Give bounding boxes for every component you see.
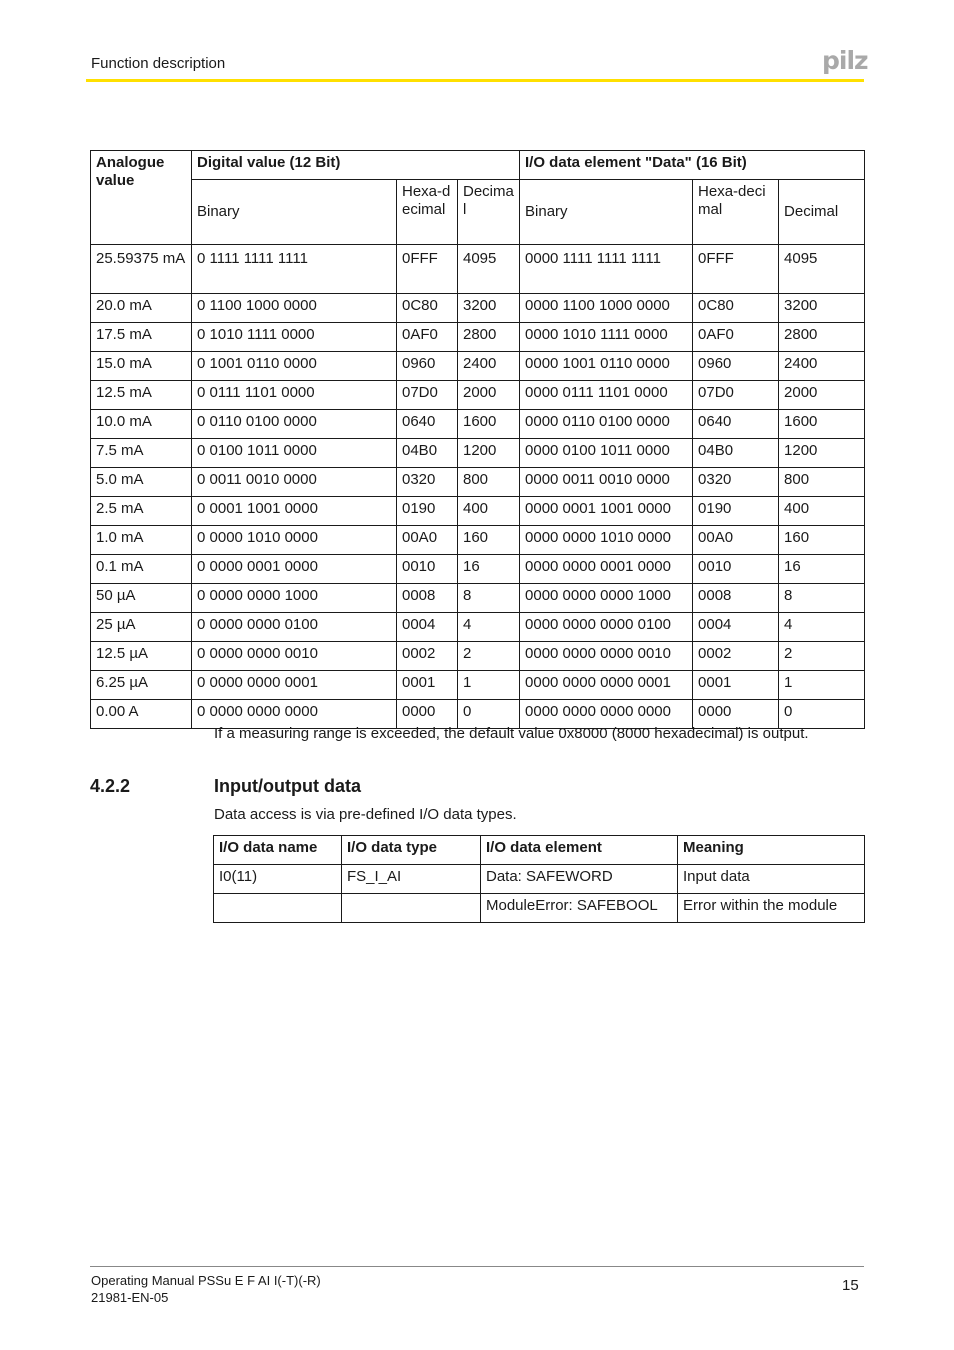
header-io-data-element: I/O data element: [481, 836, 678, 865]
table-cell: 1200: [458, 439, 520, 468]
header-analogue-value: Analogue value: [91, 151, 192, 245]
table-cell: 0 0000 0001 0000: [192, 555, 397, 584]
table-cell: 3200: [779, 294, 865, 323]
table-cell: 25.59375 mA: [91, 245, 192, 294]
analogue-table-body: [91, 245, 865, 729]
table-row: [91, 381, 865, 410]
table-cell: 800: [779, 468, 865, 497]
table-cell: 0000 0111 1101 0000: [520, 381, 693, 410]
table-row: [91, 245, 865, 294]
table-row: [91, 584, 865, 613]
analogue-value-table: [90, 150, 865, 729]
table-cell: 8: [779, 584, 865, 613]
table-cell: 0AF0: [693, 323, 779, 352]
table-cell: 0000: [397, 700, 458, 729]
table-cell: 0004: [397, 613, 458, 642]
table-cell: 1600: [458, 410, 520, 439]
table-cell: 0001: [693, 671, 779, 700]
table-cell: 0000 1100 1000 0000: [520, 294, 693, 323]
table-row: [91, 410, 865, 439]
table-cell: 0000 1111 1111 1111: [520, 245, 693, 294]
table-cell: 0C80: [397, 294, 458, 323]
table-cell: 12.5 µA: [91, 642, 192, 671]
table-cell: 00A0: [693, 526, 779, 555]
table-row: [214, 894, 865, 923]
table-cell: 0000 1010 1111 0000: [520, 323, 693, 352]
table-row: [91, 439, 865, 468]
table-cell: 400: [458, 497, 520, 526]
table-cell: 0: [458, 700, 520, 729]
table-cell: 160: [779, 526, 865, 555]
table-cell: 0 0000 0000 0000: [192, 700, 397, 729]
table-cell: I0(11): [214, 865, 342, 894]
header-io-data-type: I/O data type: [342, 836, 481, 865]
table-cell: 50 µA: [91, 584, 192, 613]
table-row: [214, 865, 865, 894]
table-cell: 1.0 mA: [91, 526, 192, 555]
table-row: [91, 613, 865, 642]
table-cell: 0 0000 1010 0000: [192, 526, 397, 555]
table-cell: 0000 0000 0000 1000: [520, 584, 693, 613]
table-row: [91, 526, 865, 555]
subheader-decimal-16: Decimal: [779, 180, 865, 245]
table-cell: 2800: [779, 323, 865, 352]
table-cell: 0001: [397, 671, 458, 700]
table-cell: 1: [458, 671, 520, 700]
table-cell: 0000 0000 0000 0000: [520, 700, 693, 729]
table-cell: 8: [458, 584, 520, 613]
table-cell: Error within the module: [678, 894, 865, 923]
table-cell: 0004: [693, 613, 779, 642]
footer-doc-number: 21981-EN-05: [91, 1290, 169, 1305]
table-cell: 6.25 µA: [91, 671, 192, 700]
table-cell: 0: [779, 700, 865, 729]
table-cell: 400: [779, 497, 865, 526]
table-row: [91, 468, 865, 497]
table-cell: 04B0: [397, 439, 458, 468]
page-number: 15: [842, 1277, 859, 1294]
table-cell: Data: SAFEWORD: [481, 865, 678, 894]
table-cell: 00A0: [397, 526, 458, 555]
table-cell: 0 0000 0000 0010: [192, 642, 397, 671]
table-cell: 0640: [693, 410, 779, 439]
table-row: [91, 555, 865, 584]
table-cell: 2: [458, 642, 520, 671]
table-row: [91, 497, 865, 526]
section-intro: Data access is via pre-defined I/O data types.: [214, 806, 517, 823]
table-cell: 7.5 mA: [91, 439, 192, 468]
table-cell: 0 0011 0010 0000: [192, 468, 397, 497]
table-cell: 0000 0000 0000 0010: [520, 642, 693, 671]
table-cell: 0.00 A: [91, 700, 192, 729]
table-cell: 07D0: [397, 381, 458, 410]
table-cell: 15.0 mA: [91, 352, 192, 381]
table-cell: 4095: [779, 245, 865, 294]
table-cell: 2000: [458, 381, 520, 410]
table-cell: 4: [458, 613, 520, 642]
table-cell: 0 1010 1111 0000: [192, 323, 397, 352]
table-cell: 12.5 mA: [91, 381, 192, 410]
table-cell: 0FFF: [693, 245, 779, 294]
table-cell: 0000 0000 0000 0001: [520, 671, 693, 700]
page-header-title: Function description: [91, 55, 226, 72]
table-cell: 1600: [779, 410, 865, 439]
section-title: Input/output data: [214, 776, 361, 796]
table-cell: Input data: [678, 865, 865, 894]
table-cell: 4095: [458, 245, 520, 294]
table-cell: 0 0001 1001 0000: [192, 497, 397, 526]
table-cell: 07D0: [693, 381, 779, 410]
table-cell: 0000 0001 1001 0000: [520, 497, 693, 526]
header-rule: [86, 79, 864, 82]
table-cell: 10.0 mA: [91, 410, 192, 439]
table-cell: 16: [458, 555, 520, 584]
table-cell: 0190: [397, 497, 458, 526]
table-cell: 0008: [397, 584, 458, 613]
table-cell: 0000 0000 1010 0000: [520, 526, 693, 555]
table-row: [91, 323, 865, 352]
range-exceeded-note: If a measuring range is exceeded, the default value 0x8000 (8000 hexadecimal) is output.: [214, 725, 809, 742]
header-meaning: Meaning: [678, 836, 865, 865]
table-cell: 0002: [693, 642, 779, 671]
header-io-data-name: I/O data name: [214, 836, 342, 865]
table-cell: 3200: [458, 294, 520, 323]
table-cell: 0000: [693, 700, 779, 729]
table-cell: 4: [779, 613, 865, 642]
table-cell: 0000 0011 0010 0000: [520, 468, 693, 497]
section-number: 4.2.2: [90, 776, 131, 796]
table-row: [91, 352, 865, 381]
table-cell: 1200: [779, 439, 865, 468]
table-cell: 2: [779, 642, 865, 671]
header-io-data-element: I/O data element "Data" (16 Bit): [520, 151, 865, 180]
pilz-logo: pilz: [822, 46, 868, 75]
footer-manual-title: Operating Manual PSSu E F AI I(-T)(-R): [91, 1273, 321, 1288]
table-cell: 0960: [397, 352, 458, 381]
table-cell: 0640: [397, 410, 458, 439]
table-cell: 2400: [458, 352, 520, 381]
table-cell: 0 0111 1101 0000: [192, 381, 397, 410]
subheader-hexadecimal-16: Hexa-decimal: [693, 180, 779, 245]
table-cell: 0960: [693, 352, 779, 381]
table-cell: 0 0000 0000 0100: [192, 613, 397, 642]
io-data-table: [213, 835, 865, 923]
table-cell: 160: [458, 526, 520, 555]
table-cell: 0000 0100 1011 0000: [520, 439, 693, 468]
table-cell: 2.5 mA: [91, 497, 192, 526]
table-cell: 0000 0000 0000 0100: [520, 613, 693, 642]
table-cell: 0008: [693, 584, 779, 613]
subheader-binary: Binary: [192, 180, 397, 245]
table-cell: 04B0: [693, 439, 779, 468]
subheader-binary-16: Binary: [520, 180, 693, 245]
table-cell: 2800: [458, 323, 520, 352]
table-cell: 0 0000 0000 0001: [192, 671, 397, 700]
table-cell: 0 0100 1011 0000: [192, 439, 397, 468]
table-cell: 0 1100 1000 0000: [192, 294, 397, 323]
table-cell: 25 µA: [91, 613, 192, 642]
table-cell: 20.0 mA: [91, 294, 192, 323]
table-cell: 0AF0: [397, 323, 458, 352]
subheader-hexadecimal: Hexa-decimal: [397, 180, 458, 245]
table-row: [91, 294, 865, 323]
table-cell: [214, 894, 342, 923]
table-cell: 0320: [397, 468, 458, 497]
table-cell: 1: [779, 671, 865, 700]
table-cell: 0FFF: [397, 245, 458, 294]
table-cell: 0002: [397, 642, 458, 671]
table-cell: 0320: [693, 468, 779, 497]
table-cell: ModuleError: SAFEBOOL: [481, 894, 678, 923]
table-cell: 0010: [693, 555, 779, 584]
table-cell: 0 1001 0110 0000: [192, 352, 397, 381]
table-cell: 0C80: [693, 294, 779, 323]
table-cell: 0000 0110 0100 0000: [520, 410, 693, 439]
table-cell: 0190: [693, 497, 779, 526]
table-cell: 0000 1001 0110 0000: [520, 352, 693, 381]
table-row: [91, 642, 865, 671]
table-cell: FS_I_AI: [342, 865, 481, 894]
footer-rule: [90, 1266, 864, 1267]
table-cell: 0 0000 0000 1000: [192, 584, 397, 613]
table-cell: 0.1 mA: [91, 555, 192, 584]
table-cell: [342, 894, 481, 923]
header-digital-value: Digital value (12 Bit): [192, 151, 520, 180]
table-cell: 2000: [779, 381, 865, 410]
table-cell: 800: [458, 468, 520, 497]
table-cell: 17.5 mA: [91, 323, 192, 352]
subheader-decimal: Decimal: [458, 180, 520, 245]
table-cell: 0010: [397, 555, 458, 584]
table-cell: 5.0 mA: [91, 468, 192, 497]
table-row: [91, 671, 865, 700]
table-cell: 0 0110 0100 0000: [192, 410, 397, 439]
io-table-body: [214, 865, 865, 923]
table-cell: 0000 0000 0001 0000: [520, 555, 693, 584]
table-cell: 16: [779, 555, 865, 584]
table-cell: 0 1111 1111 1111: [192, 245, 397, 294]
table-cell: 2400: [779, 352, 865, 381]
